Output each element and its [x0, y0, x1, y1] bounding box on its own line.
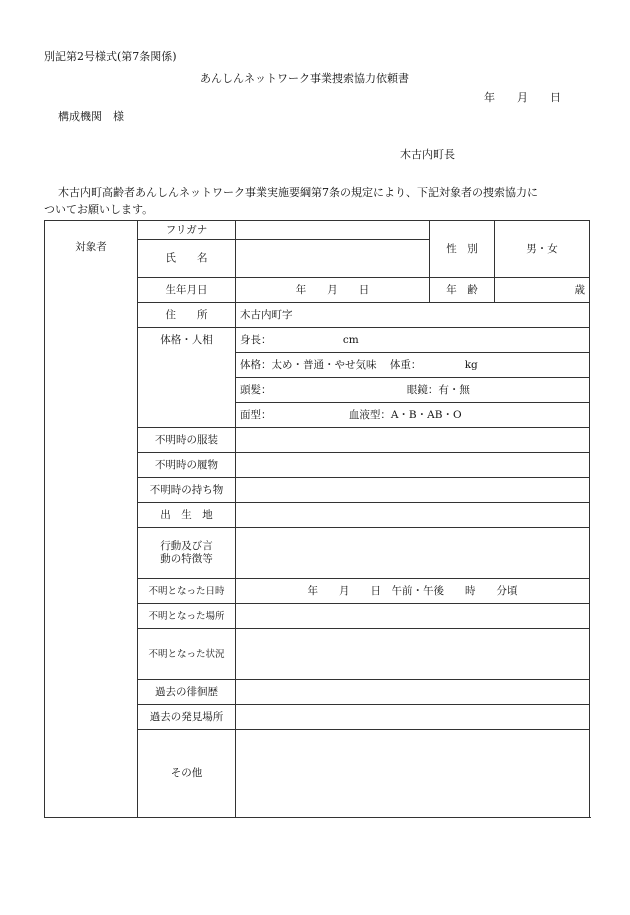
sender: 木古内町長 [400, 148, 455, 161]
missing-place-label: 不明となった場所 [138, 604, 236, 629]
found-places-field[interactable] [236, 705, 590, 730]
build-weight-field[interactable] [236, 353, 590, 378]
other-field[interactable] [236, 730, 590, 818]
name-label: 氏 名 [138, 240, 236, 278]
hair-glasses-field[interactable] [236, 378, 590, 403]
belongings-label: 不明時の持ち物 [138, 478, 236, 503]
addressee: 構成機関 様 [58, 110, 124, 123]
behavior-field[interactable] [236, 528, 590, 579]
missing-place-field[interactable] [236, 604, 590, 629]
missing-time-field[interactable]: 年 月 日 午前・午後 時 分頃 [236, 579, 590, 604]
build-label: 体格：太め・普通・やせ気味 [240, 358, 377, 371]
missing-situation-field[interactable] [236, 629, 590, 680]
date-line: 年 月 日 [484, 91, 561, 104]
found-places-label: 過去の発見場所 [138, 705, 236, 730]
address-label: 住 所 [138, 303, 236, 328]
sex-label: 性 別 [430, 221, 495, 278]
birthdate-field[interactable]: 年 月 日 [236, 278, 430, 303]
age-field[interactable]: 歳 [495, 278, 590, 303]
clothes-field[interactable] [236, 428, 590, 453]
furigana-label: フリガナ [138, 221, 236, 240]
face-label: 面型： [240, 408, 272, 421]
birthplace-label: 出 生 地 [138, 503, 236, 528]
physique-label: 体格・人相 [138, 328, 236, 428]
body-text-line-2: ついてお願いします。 [44, 203, 154, 216]
behavior-label: 行動及び言 動の特徴等 [138, 528, 236, 579]
form-number: 別記第2号様式(第7条関係) [44, 50, 177, 63]
birthplace-field[interactable] [236, 503, 590, 528]
document-title: あんしんネットワーク事業捜索協力依頼書 [200, 72, 409, 85]
body-text-line-1: 木古内町高齢者あんしんネットワーク事業実施要綱第7条の規定により、下記対象者の捜索協力に [58, 186, 538, 199]
missing-situation-label: 不明となった状況 [138, 629, 236, 680]
subject-label: 対象者 [45, 221, 138, 818]
weight-label: 体重： [389, 358, 422, 371]
missing-time-label: 不明となった日時 [138, 579, 236, 604]
height-unit: cm [342, 333, 359, 346]
height-label: 身長： [240, 333, 272, 346]
shoes-field[interactable] [236, 453, 590, 478]
other-label: その他 [138, 730, 236, 818]
age-label: 年 齢 [430, 278, 495, 303]
address-field[interactable]: 木古内町字 [236, 303, 590, 328]
birthdate-label: 生年月日 [138, 278, 236, 303]
face-blood-field[interactable] [236, 403, 590, 428]
height-field[interactable] [236, 328, 590, 353]
wandering-history-field[interactable] [236, 680, 590, 705]
hair-label: 頭髪： [240, 383, 272, 396]
blood-type-label: 血液型：A・B・AB・O [348, 408, 462, 421]
sex-field[interactable]: 男・女 [495, 221, 590, 278]
search-request-form [44, 220, 590, 818]
name-field[interactable] [236, 240, 430, 278]
furigana-field[interactable] [236, 221, 430, 240]
glasses-label: 眼鏡：有・無 [406, 383, 470, 396]
clothes-label: 不明時の服装 [138, 428, 236, 453]
wandering-history-label: 過去の徘徊歴 [138, 680, 236, 705]
belongings-field[interactable] [236, 478, 590, 503]
shoes-label: 不明時の履物 [138, 453, 236, 478]
weight-unit: kg [464, 358, 478, 371]
